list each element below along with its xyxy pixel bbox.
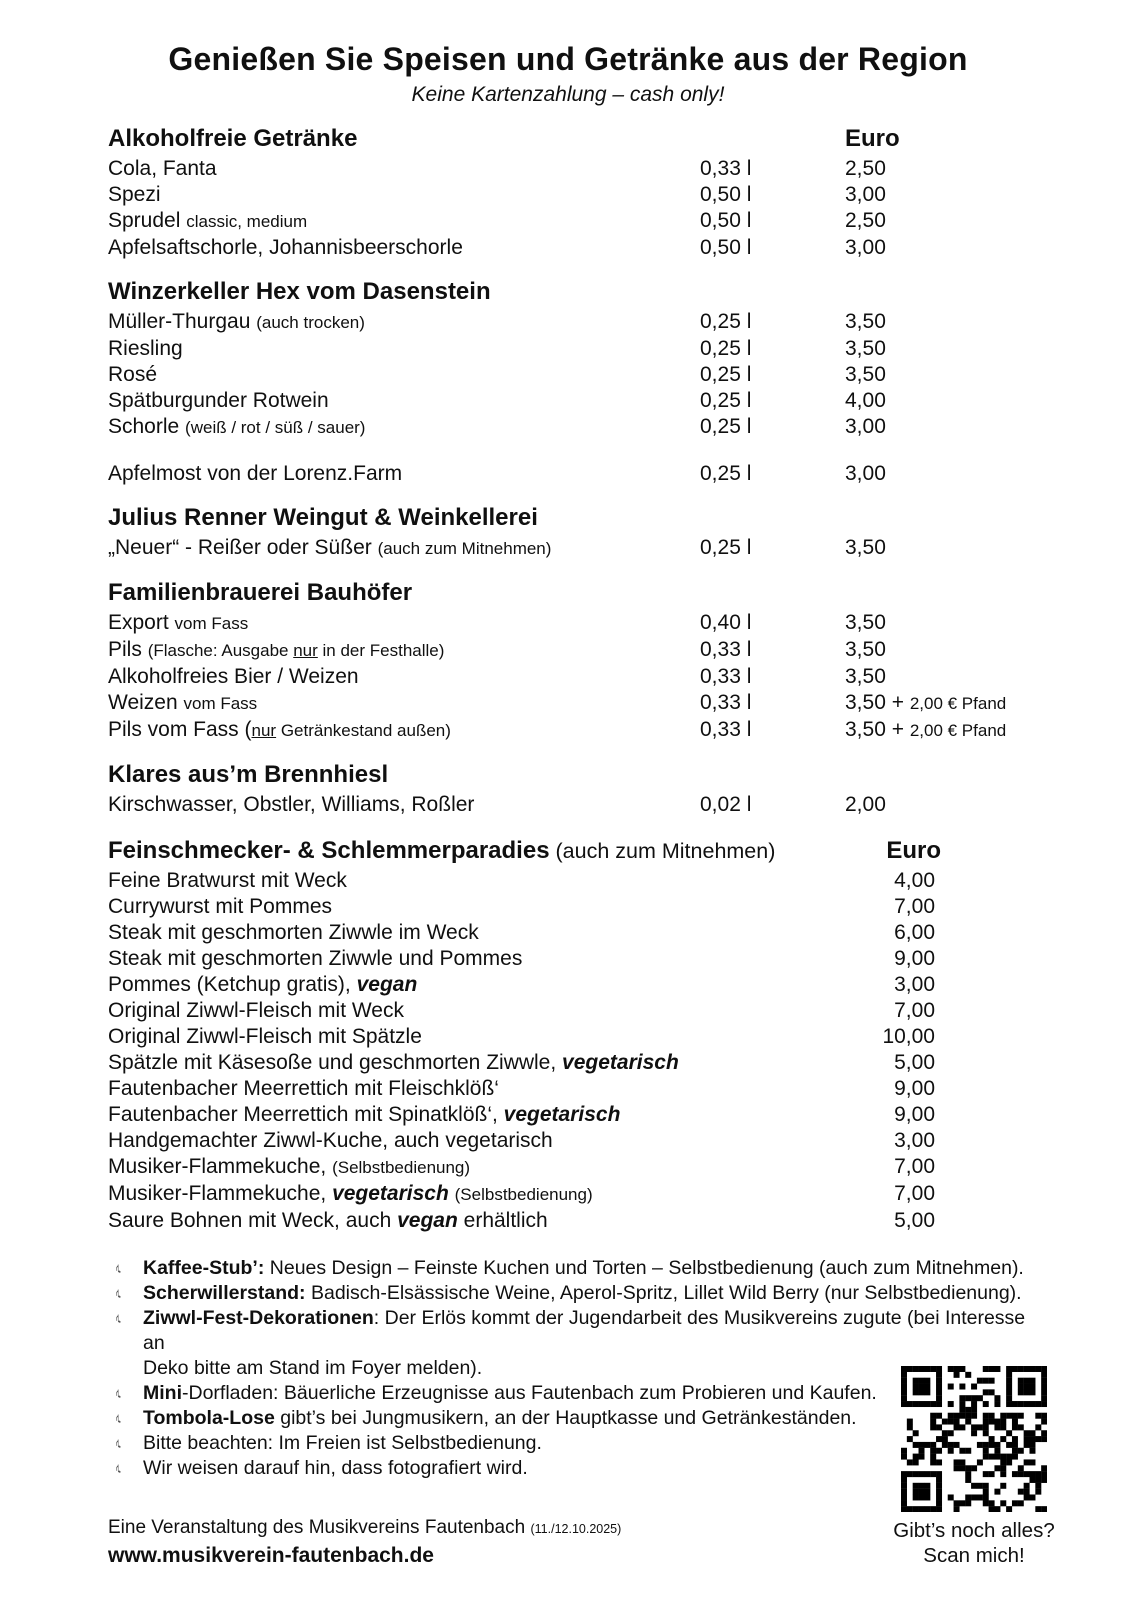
drink-row (108, 182, 1028, 208)
item-name (108, 182, 700, 208)
text-run: Deko bitte am Stand im Foyer melden). (143, 1357, 483, 1379)
text-run: Ziwwl-Fest-Dekorationen (143, 1307, 374, 1329)
text-run: Mini (143, 1382, 182, 1404)
music-note-bullet-icon: ♪ (114, 1460, 122, 1477)
text-run: 3,00 (845, 183, 886, 206)
food-row (108, 1128, 1028, 1154)
section-heading-row (108, 277, 1028, 307)
text-run: 3,50 (845, 638, 886, 661)
item-name (108, 414, 700, 441)
item-price (845, 156, 1028, 182)
text-run: Steak mit geschmorten Ziwwle im Weck (108, 921, 479, 944)
item-name (108, 1154, 855, 1181)
drinks-euro-header: Euro (845, 125, 900, 152)
item-name (108, 1181, 855, 1208)
text-run: Currywurst mit Pommes (108, 895, 333, 918)
text-run: Pommes (Ketchup gratis), (108, 973, 357, 996)
item-volume: 0,25 l (700, 310, 752, 333)
text-run: 3,50 (845, 363, 886, 386)
note-item (108, 1281, 1028, 1306)
drink-row (108, 414, 1028, 441)
text-run: Müller-Thurgau (108, 310, 257, 333)
food-row (108, 1154, 1028, 1181)
text-run: Getränkestand außen) (276, 721, 451, 740)
item-volume: 0,25 l (700, 415, 752, 438)
note-item (108, 1256, 1028, 1281)
qr-caption-line2: Scan mich! (923, 1544, 1025, 1567)
section-heading-row (108, 124, 1028, 154)
text-run: vom Fass (174, 614, 249, 633)
item-volume: 0,25 l (700, 462, 752, 485)
item-price: 3,00 (894, 973, 935, 996)
note-text (143, 1256, 1028, 1281)
text-run: 3,00 (845, 415, 886, 438)
item-price: 5,00 (894, 1051, 935, 1074)
item-name (108, 208, 700, 235)
item-price (845, 717, 1028, 744)
item-name (108, 535, 700, 562)
item-volume: 0,25 l (700, 363, 752, 386)
music-note-bullet-icon: ♪ (114, 1285, 122, 1302)
section-heading: Julius Renner Weingut & Weinkellerei (108, 504, 538, 531)
text-run: Rosé (108, 363, 158, 386)
section-heading: Klares aus’m Brennhiesl (108, 761, 389, 788)
text-run: Cola, Fanta (108, 157, 217, 180)
item-name (108, 998, 855, 1024)
text-run: 2,50 (845, 157, 886, 180)
item-price (845, 664, 1028, 690)
text-run: Export (108, 611, 175, 634)
text-run: vegan (397, 1209, 458, 1232)
food-row (108, 1024, 1028, 1050)
item-name (108, 664, 700, 690)
item-name (108, 610, 700, 637)
text-run: Fautenbacher Meerrettich mit Spinatklöß‘, (108, 1103, 504, 1126)
text-run: „Neuer“ - Reißer oder Süßer (108, 536, 378, 559)
food-row (108, 1181, 1028, 1208)
text-run: Original Ziwwl-Fleisch mit Weck (108, 999, 404, 1022)
drink-row (108, 156, 1028, 182)
qr-code (901, 1366, 1047, 1512)
item-name (108, 235, 700, 261)
drink-row (108, 717, 1028, 744)
text-run: Pils vom Fass ( (108, 718, 252, 741)
note-text (143, 1281, 1028, 1306)
item-price (845, 388, 1028, 414)
food-row (108, 1102, 1028, 1128)
item-price: 7,00 (894, 895, 935, 918)
text-run: Weizen (108, 691, 184, 714)
text-run: Kirschwasser, Obstler, Williams, Roßler (108, 793, 475, 816)
item-volume: 0,33 l (700, 691, 752, 714)
item-name (108, 1024, 855, 1050)
item-name (108, 336, 700, 362)
text-run: vegan (356, 973, 418, 996)
item-name (108, 309, 700, 336)
drink-row (108, 235, 1028, 261)
item-name (108, 920, 855, 946)
item-volume: 0,50 l (700, 236, 752, 259)
food-euro-header: Euro (886, 837, 941, 864)
text-run: Spätburgunder Rotwein (108, 389, 329, 412)
food-row (108, 1050, 1028, 1076)
text-run: Kaffee-Stub’: (143, 1257, 265, 1279)
text-run: 3,50 (845, 337, 886, 360)
text-run: vegetarisch (503, 1103, 621, 1126)
drink-row (108, 637, 1028, 664)
item-name (108, 388, 700, 414)
text-run: Spezi (108, 183, 161, 206)
item-name (108, 690, 700, 717)
text-run: erhältlich (457, 1209, 548, 1232)
text-run: nur (251, 721, 277, 740)
text-run: Steak mit geschmorten Ziwwle und Pommes (108, 947, 523, 970)
item-price (845, 309, 1028, 335)
item-volume: 0,40 l (700, 611, 752, 634)
text-run: (Selbstbedienung) (332, 1158, 471, 1177)
item-name (108, 972, 855, 998)
item-name (108, 894, 855, 920)
section-heading: Familienbrauerei Bauhöfer (108, 579, 413, 606)
qr-caption-line1: Gibt’s noch alles? (893, 1519, 1055, 1542)
item-name (108, 362, 700, 388)
drink-row (108, 664, 1028, 690)
drink-row (108, 362, 1028, 388)
event-credit-text: Eine Veranstaltung des Musikvereins Fautenbach (108, 1517, 526, 1538)
food-heading-bold: Feinschmecker- & Schlemmerparadies (108, 837, 550, 864)
item-price (845, 208, 1028, 234)
item-volume: 0,25 l (700, 337, 752, 360)
item-name (108, 1208, 855, 1234)
text-run: 2,00 € Pfand (909, 721, 1007, 740)
text-run: 3,50 (845, 665, 886, 688)
item-name (108, 1050, 855, 1076)
text-run: 2,50 (845, 209, 886, 232)
item-price (845, 235, 1028, 261)
text-run: Bitte beachten: Im Freien ist Selbstbedienung. (143, 1432, 542, 1454)
food-row (108, 972, 1028, 998)
item-price: 4,00 (894, 869, 935, 892)
qr-block (872, 1366, 1076, 1568)
text-run: 3,00 (845, 236, 886, 259)
item-name (108, 717, 700, 744)
text-run: 4,00 (845, 389, 886, 412)
text-run: (weiß / rot / süß / sauer) (185, 418, 366, 437)
food-row (108, 1076, 1028, 1102)
item-volume: 0,33 l (700, 157, 752, 180)
text-run: 3,50 (845, 536, 886, 559)
text-run: Fautenbacher Meerrettich mit Fleischklöß‘ (108, 1077, 499, 1100)
text-run: Feine Bratwurst mit Weck (108, 869, 347, 892)
text-run: Wir weisen darauf hin, dass fotografiert wird. (143, 1457, 528, 1479)
text-run: Apfelmost von der Lorenz.Farm (108, 462, 403, 485)
item-volume: 0,50 l (700, 209, 752, 232)
text-run: nur (293, 641, 318, 660)
drink-row (108, 309, 1028, 336)
item-name (108, 946, 855, 972)
item-price: 9,00 (894, 947, 935, 970)
website-url: www.musikverein-fautenbach.de (108, 1544, 434, 1567)
text-run: (auch trocken) (256, 313, 365, 332)
item-price: 10,00 (882, 1025, 935, 1048)
text-run: 3,50 + (845, 718, 910, 741)
text-run: Musiker-Flammekuche, (108, 1182, 333, 1205)
section-heading-row (108, 578, 1028, 608)
music-note-bullet-icon: ♪ (114, 1310, 122, 1327)
item-name (108, 156, 700, 182)
food-rows (108, 868, 1028, 1234)
text-run: -Dorfladen: Bäuerliche Erzeugnisse aus Fautenbach zum Probieren und Kaufen. (182, 1382, 877, 1404)
drink-row (108, 535, 1028, 562)
text-run: (Flasche: Ausgabe (147, 641, 294, 660)
item-price (845, 637, 1028, 663)
text-run: classic, medium (186, 212, 308, 231)
item-price: 9,00 (894, 1103, 935, 1126)
drink-row (108, 792, 1028, 818)
section-heading-row (108, 503, 1028, 533)
text-run: 3,50 (845, 310, 886, 333)
item-volume: 0,25 l (700, 536, 752, 559)
text-run: (auch zum Mitnehmen) (377, 539, 552, 558)
text-run: gibt’s bei Jungmusikern, an der Hauptkasse und Getränkeständen. (274, 1407, 857, 1429)
food-section (108, 836, 1028, 1234)
music-note-bullet-icon: ♪ (114, 1410, 122, 1427)
text-run: Musiker-Flammekuche, (108, 1155, 333, 1178)
item-price: 7,00 (894, 1182, 935, 1205)
text-run: Badisch-Elsässische Weine, Aperol-Spritz, Lillet Wild Berry (nur Selbstbedienung). (305, 1282, 1022, 1304)
item-price (845, 414, 1028, 440)
food-row (108, 946, 1028, 972)
item-price: 5,00 (894, 1209, 935, 1232)
item-price: 9,00 (894, 1077, 935, 1100)
item-price (845, 336, 1028, 362)
item-name (108, 461, 700, 487)
text-run: in der Festhalle) (317, 641, 445, 660)
text-run: Scherwillerstand: (143, 1282, 306, 1304)
section-heading: Alkoholfreie Getränke (108, 125, 358, 152)
drink-row (108, 461, 1028, 487)
text-run: vom Fass (183, 694, 258, 713)
music-note-bullet-icon: ♪ (114, 1260, 122, 1277)
drink-row (108, 690, 1028, 717)
text-run: 3,00 (845, 462, 886, 485)
drink-row (108, 208, 1028, 235)
item-price (845, 461, 1028, 487)
item-volume: 0,02 l (700, 793, 752, 816)
drink-row (108, 336, 1028, 362)
text-run: Apfelsaftschorle, Johannisbeerschorle (108, 236, 463, 259)
music-note-bullet-icon: ♪ (114, 1385, 122, 1402)
food-heading-row (108, 836, 1028, 866)
item-price: 3,00 (894, 1129, 935, 1152)
text-run: Schorle (108, 415, 186, 438)
page-title: Genießen Sie Speisen und Getränke aus der Region (168, 41, 968, 77)
food-row (108, 1208, 1028, 1234)
section-heading-row (108, 760, 1028, 790)
text-run: Alkoholfreies Bier / Weizen (108, 665, 359, 688)
text-run: Tombola-Lose (143, 1407, 275, 1429)
text-run: 3,50 + (845, 691, 910, 714)
text-run: Saure Bohnen mit Weck, auch (108, 1209, 398, 1232)
page-subtitle: Keine Kartenzahlung – cash only! (411, 83, 725, 106)
item-name (108, 1076, 855, 1102)
food-row (108, 868, 1028, 894)
item-volume: 0,33 l (700, 718, 752, 741)
text-run: 3,50 (845, 611, 886, 634)
food-section-heading (108, 836, 855, 866)
music-note-bullet-icon: ♪ (114, 1435, 122, 1452)
item-volume: 0,33 l (700, 638, 752, 661)
text-run: vegetarisch (562, 1051, 679, 1074)
item-price: 6,00 (894, 921, 935, 944)
text-run: Original Ziwwl-Fleisch mit Spätzle (108, 1025, 422, 1048)
item-name (108, 868, 855, 894)
text-run: Pils (108, 638, 148, 661)
item-price (845, 362, 1028, 388)
drink-row (108, 388, 1028, 414)
text-run: : Der Erlös kommt der Jugendarbeit des Musikvereins zugute (bei Interesse an (143, 1307, 1026, 1354)
food-row (108, 998, 1028, 1024)
text-run: Sprudel (108, 209, 187, 232)
food-heading-note: (auch zum Mitnehmen) (549, 839, 776, 863)
text-run: Spätzle mit Käsesoße und geschmorten Ziwwle, (108, 1051, 563, 1074)
event-date: (11./12.10.2025) (530, 1522, 622, 1536)
item-volume: 0,50 l (700, 183, 752, 206)
text-run: Handgemachter Ziwwl-Kuche, auch vegetarisch (108, 1129, 553, 1152)
item-volume: 0,33 l (700, 665, 752, 688)
item-volume: 0,25 l (700, 389, 752, 412)
item-name (108, 637, 700, 664)
item-price (845, 182, 1028, 208)
item-name (108, 1102, 855, 1128)
item-price: 7,00 (894, 1155, 935, 1178)
item-price (845, 610, 1028, 636)
section-heading: Winzerkeller Hex vom Dasenstein (108, 278, 491, 305)
text-run: (Selbstbedienung) (454, 1185, 593, 1204)
item-price (845, 792, 1028, 818)
item-price: 7,00 (894, 999, 935, 1022)
item-price (845, 690, 1028, 717)
drink-row (108, 610, 1028, 637)
food-row (108, 894, 1028, 920)
text-run: 2,00 (845, 793, 886, 816)
drinks-sections (108, 124, 1028, 818)
item-price (845, 535, 1028, 561)
text-run: vegetarisch (332, 1182, 449, 1205)
item-name (108, 1128, 855, 1154)
text-run: 2,00 € Pfand (909, 694, 1007, 713)
text-run: Riesling (108, 337, 183, 360)
food-row (108, 920, 1028, 946)
item-name (108, 792, 700, 818)
text-run: Neues Design – Feinste Kuchen und Torten – Selbstbedienung (auch zum Mitnehmen). (264, 1257, 1024, 1279)
